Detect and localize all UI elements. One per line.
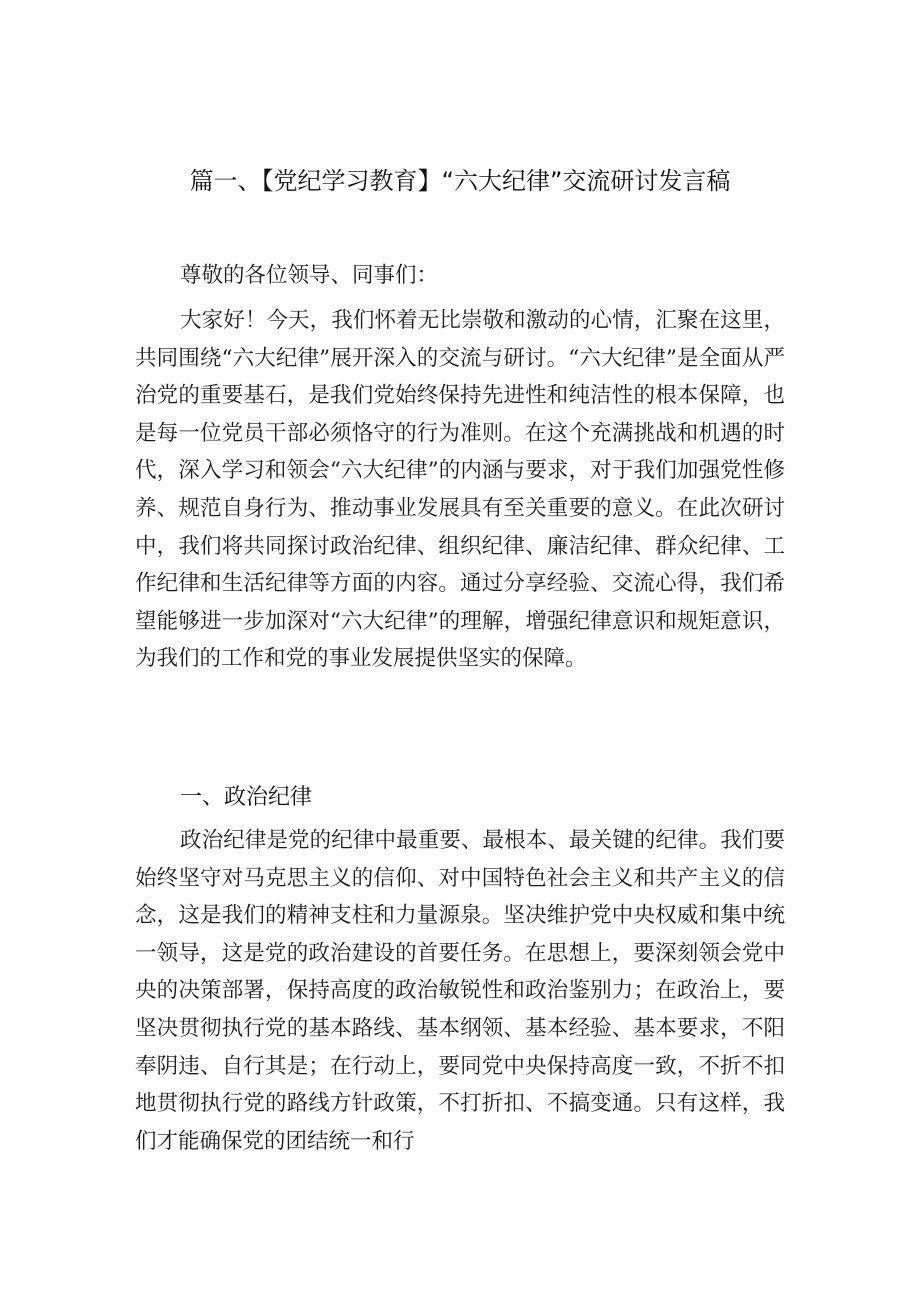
intro-paragraph: 大家好！今天，我们怀着无比崇敬和激动的心情，汇聚在这里，共同围绕“六大纪律”展开深入的交流与研讨。“六大纪律”是全面从严治党的重要基石，是我们党始终保持先进性和纯洁性的根本保障，也是每一位党员干部必须恪守的行为准则。在这个充满挑战和机遇的时代，深入学习和领会“六大纪律”的内涵与要求，对于我们加强党性修养、规范自身行为、推动事业发展具有至关重要的意义。在此次研讨中，我们将共同探讨政治纪律、组织纪律、廉洁纪律、群众纪律、工作纪律和生活纪律等方面的内容。通过分享经验、交流心得，我们希望能够进一步加深对“六大纪律”的理解，增强纪律意识和规矩意识，为我们的工作和党的事业发展提供坚实的保障。 [135,308,785,672]
document-title: 篇一、【党纪学习教育】“六大纪律”交流研讨发言稿 [189,167,731,195]
section-heading-political-discipline: 一、政治纪律 [180,785,313,810]
salutation: 尊敬的各位领导、同事们： [180,263,439,288]
section-paragraph-political-discipline: 政治纪律是党的纪律中最重要、最根本、最关键的纪律。我们要始终坚守对马克思主义的信仰、对中国特色社会主义和共产主义的信念，这是我们的精神支柱和力量源泉。坚决维护党中央权威和集中统一领导，这是党的政治建设的首要任务。在思想上，要深刻领会党中央的决策部署，保持高度的政治敏锐性和政治鉴别力；在政治上，要坚决贯彻执行党的基本路线、基本纲领、基本经验、基本要求，不阳奉阴违、自行其是；在行动上，要同党中央保持高度一致，不折不扣地贯彻执行党的路线方针政策，不打折扣、不搞变通。只有这样，我们才能确保党的团结统一和行 [135,828,785,1154]
